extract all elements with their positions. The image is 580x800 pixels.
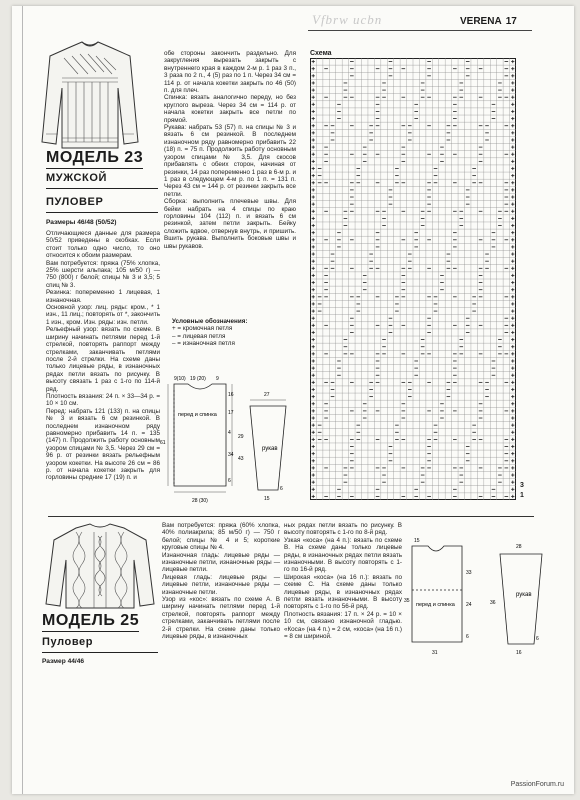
dim: 24 [466,602,472,608]
page-header [456,16,517,27]
dim: 6 [228,478,231,484]
dim: 28 (30) [192,498,208,504]
dim: 29 [238,434,244,440]
model-23-subtitle-2: ПУЛОВЕР [46,196,104,208]
model-25-title: МОДЕЛЬ 25 [42,612,139,632]
paragraph: Отличающиеся данные для размера 50/52 приведены в скобках. Если стоит только одно число, то оно относится к обоим размерам. [46,230,160,260]
model-23-title: МОДЕЛЬ 23 [46,149,143,169]
watermark: PassionForum.ru [510,781,564,788]
dim: 17 [228,410,234,416]
schematic-label-front: перед и спинка [416,602,455,608]
dim: 16 [228,392,234,398]
sweater-25-illustration [42,520,158,612]
dim: 4 [228,430,231,436]
schematic-label-front: перед и спинка [178,412,217,418]
dim: 9 [216,376,219,382]
section-divider [48,516,534,517]
model-23-subtitle-1: МУЖСКОЙ [46,172,107,184]
dim: 15 [264,496,270,502]
dim: 28 [516,544,522,550]
chart-label: Схема [310,50,332,57]
paragraph: Основной узор: лиц. ряды: кром., * 1 изн., 11 лиц.; повторять от *, закончить 1 изн., кром. Изн. ряды: изн. петли. [46,304,160,326]
schematic-label-sleeve: рукав [262,446,278,452]
paragraph: Изнаночная гладь: лицевые ряды — изнаночные петли, изнаночные ряды — лицевые петли. [162,551,280,574]
dim: 36 [490,600,496,606]
dim: 33 [466,570,472,576]
legend-title: Условные обозначения: [172,318,248,325]
legend-item: + = кромочная петля [172,325,233,333]
paragraph: Плотность вязания: 24 п. × 33—34 р. = 10 × 10 см. [46,392,160,408]
paragraph: Рукава: набрать 53 (57) п. на спицы № 3 и вязать 6 см резинкой. В последнем изнаночном ряду равномерно прибавить 22 (18) п. = 75 п. Продолжить работу основным узором спицами № 3,5. Для скосов прибавлять с обеих сторон, начиная от резинки, 14 раз попеременно 1 раз в 6-м р. и 1 раз в следующем 4-м р. по 1 п. = 131 п. Через 43 см = 144 р. от резинки закрыть все петли. [164,124,296,198]
paragraph: ных рядах петли вязать по рисунку. В высоту повторять с 1-го по 8-й ряд. [284,522,402,537]
dim: 9(10) [174,376,186,382]
model-23-sizes: Размеры 46/48 (50/52) [46,219,117,226]
dim: 43 [238,456,244,462]
paragraph: обе стороны закончить раздельно. Для закругления вырезать закрыть с внутреннего края в каждом 2-м р. 1 раз 3 п., 3 раза по 2 п., 4 (5) раз по 1 п. Через 34 см = 114 р. от начала кокетки закрыть по 46 (50) п. для плеч. [164,50,296,95]
dim: 6 [280,486,283,492]
chart-gridlines [310,58,516,500]
paragraph: Узор из «кос»: вязать по схеме А. В ширину начинать петлями перед 1-й стрелкой, повторять раппорт между стрелками, заканчивать петлями после 2-й стрелки. На схеме даны только лицевые ряды, в изнаночных [162,596,280,641]
chart-row-number: 1 [520,492,524,499]
magazine-name: VERENA [460,16,502,27]
dim: 19 (20) [190,376,206,382]
magazine-page [12,6,574,794]
legend-item: – = изнаночная петля [172,340,235,348]
paragraph: Вам потребуется: пряжа (60% хлопка, 40% полиакрила; 85 м/50 г) — 750 г белой; спицы № 4 и 5; короткие круговые спицы № 4. [162,522,280,552]
dim: 6 [536,636,539,642]
paragraph: Спинка: вязать аналогично переду, но без круглого выреза. Через 34 см = 114 р. от начала кокетки закрыть все петли по прямой. [164,94,296,124]
paragraph: Перед: набрать 121 (133) п. на спицы № 3 и вязать 6 см резинкой. В последнем изнаночном ряду равномерно прибавить 14 п. = 135 (147) п. Продолжить работу основным узором спицами № 3,5. Через 29 см = 96 р. от резинки вязать рельефным узором кокетки. На высоте 26 см = 86 р. от начала кокетки закрыть для горловины средние 17 (19) п. и [46,407,160,482]
legend [172,318,292,348]
dim: 34 [228,452,234,458]
model-25-column-1 [162,522,280,641]
dim: 27 [264,392,270,398]
rule [46,188,158,189]
legend-item: – = лицевая петля [172,332,226,340]
binding-line [22,6,23,794]
schematic-label-sleeve: рукав [516,592,532,598]
page-number: 17 [505,16,517,27]
paragraph: Резинка: попеременно 1 лицевая, 1 изнаночная. [46,289,160,304]
model-25-subtitle: Пуловер [42,636,94,648]
dim: 35 [404,598,410,604]
paragraph: Узкая «коса» (на 4 п.): вязать по схеме В. На схеме даны только лицевые ряды, в изнаночных рядах петли вязать изнаночными. В высоту повторять с 1-го по 16-й ряд. [284,536,402,574]
model-25-sizes: Размер 44/46 [42,658,85,665]
header-rule [308,30,532,31]
knitting-chart [310,58,516,500]
rule [46,212,158,213]
model-23-column-2 [164,50,296,250]
model-25-schematic [404,534,554,660]
paragraph: Широкая «коса» (на 16 п.): вязать по схеме С. На схеме даны только лицевые ряды, в изнаночных рядах петли вязать изнаночными. В высоту повторять с 1-го по 56-й ряд. [284,573,402,611]
dim: 6 [466,634,469,640]
model-25-column-2 [284,522,402,641]
paragraph: Рельефный узор: вязать по схеме. В ширину начинать петлями перед 1-й стрелкой, повторять раппорт между стрелками, заканчивать петлями после 2-й стрелки. На схеме даны только лицевые ряды, в изнаночных рядах петли вязать по рисунку. В высоту связать 1 раз с 1-го по 114-й ряд. [46,326,160,393]
dim: 61 [160,440,166,446]
dim: 15 [414,538,420,544]
dim: 16 [516,650,522,656]
paragraph: Сборка: выполнить плечевые швы. Для бейки набрать на 4 спицы по краю горловины 104 (112) п. и вязать 6 см резинкой, затем петли закрыть. Бейку сложить вдвое, отвернув внутрь, и пришить. Вшить рукава. Выполнить боковые швы и швы рукавов. [164,198,296,250]
sweater-23-illustration [38,34,142,154]
chart-row-number: 3 [520,482,524,489]
paragraph: Вам потребуется: пряжа (75% хлопка, 25% шерсти альпака; 105 м/50 г) — 750 (800) г белой; спицы № 3 и 3,5; 5 спиц № 3. [46,259,160,289]
paragraph: Лицевая гладь: лицевые ряды — лицевые петли, изнаночные ряды — изнаночные петли. [162,573,280,596]
paragraph: Плотность вязания: 17 п. × 24 р. = 10 × 10 см, связано изнаночной гладью. «Коса» (на 4 п.) = 2 см, «коса» (на 16 п.) = 8 см шириной. [284,610,402,641]
model-23-column-1 [46,230,160,482]
rule [42,652,158,653]
dim: 31 [432,650,438,656]
header-ghost-text: Vfbrw ucbn [312,12,383,27]
model-23-schematic [160,374,300,510]
